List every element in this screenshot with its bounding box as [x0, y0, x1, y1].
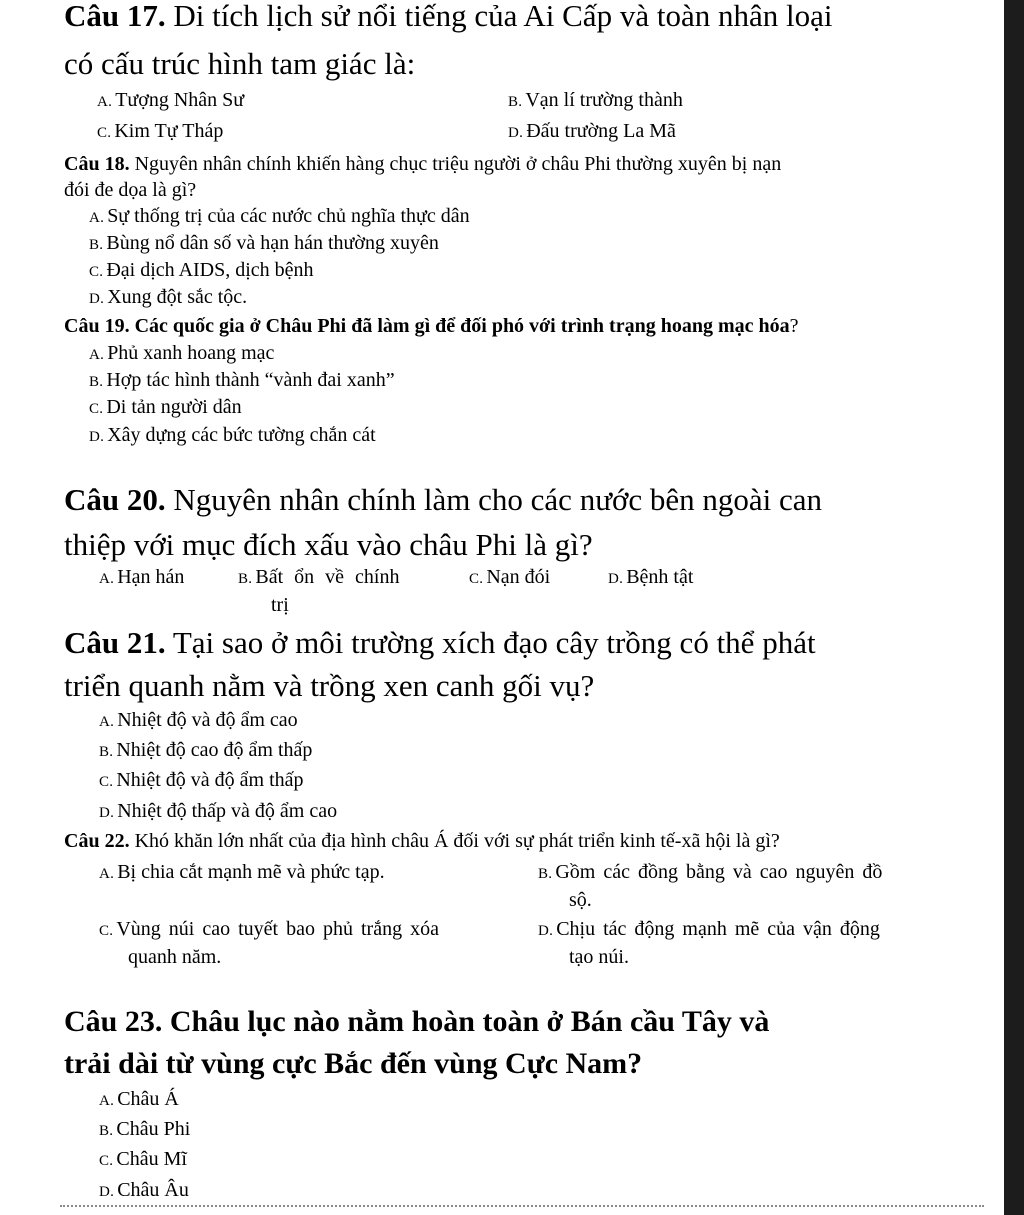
q18-option-d: D. Xung đột sắc tộc. [89, 286, 248, 308]
question-18-label: Câu 18. [64, 153, 130, 175]
q21-option-a: A. Nhiệt độ và độ ẩm cao [99, 709, 298, 731]
question-17-text-1: Di tích lịch sử nổi tiếng của Ai Cấp và toàn nhân loại [173, 0, 833, 33]
q21-option-b: B. Nhiệt độ cao độ ẩm thấp [99, 739, 313, 761]
question-23-label: Câu 23. [64, 1005, 163, 1038]
q18-option-c: C. Đại dịch AIDS, dịch bệnh [89, 259, 314, 281]
question-23-text-2: trải dài từ vùng cực Bắc đến vùng Cực Nam? [64, 1047, 643, 1080]
q22-option-d-cont: tạo núi. [569, 946, 629, 968]
q22-option-c-cont: quanh năm. [128, 946, 222, 968]
question-18-line-1 [64, 153, 781, 176]
question-20-label: Câu 20. [64, 482, 166, 517]
q22-option-b: B. Gồm các đồng bằng và cao nguyên đồ [538, 861, 883, 883]
question-17-text-2: có cấu trúc hình tam giác là: [64, 46, 416, 81]
q18-option-b: B. Bùng nổ dân số và hạn hán thường xuyên [89, 232, 439, 254]
q22-option-d: D. Chịu tác động mạnh mẽ của vận động [538, 918, 880, 940]
question-23-line-1 [64, 1005, 769, 1039]
q22-option-a: A. Bị chia cắt mạnh mẽ và phức tạp. [99, 861, 385, 883]
q21-option-d: D. Nhiệt độ thấp và độ ẩm cao [99, 800, 338, 822]
question-23-text-1: Châu lục nào nằm hoàn toàn ở Bán cầu Tây và [169, 1005, 770, 1038]
q17-option-d: D. Đấu trường La Mã [508, 120, 676, 142]
question-21-text-1: Tại sao ở môi trường xích đạo cây trồng có thể phát [172, 625, 816, 660]
q20-option-a: A. Hạn hán [99, 566, 185, 588]
cut-off-text-line [60, 1205, 984, 1215]
q20-option-b: B. Bất ổn về chính [238, 566, 400, 588]
q19-option-d: D. Xây dựng các bức tường chắn cát [89, 424, 376, 446]
q20-option-d: D. Bệnh tật [608, 566, 694, 588]
question-19-label: Câu 19. [64, 315, 130, 337]
question-19-text-1: Các quốc gia ở Châu Phi đã làm gì để đối phó với trình trạng hoang mạc hóa [134, 315, 790, 337]
question-22-text-1: Khó khăn lớn nhất của địa hình châu Á đối với sự phát triển kinh tế-xã hội là gì? [134, 830, 780, 852]
q22-option-b-cont: sộ. [569, 889, 592, 911]
question-18-text-2: đói đe dọa là gì? [64, 179, 197, 201]
question-19-line-1 [64, 315, 799, 338]
question-17-line-1 [64, 0, 832, 34]
q23-option-d: D. Châu Âu [99, 1179, 189, 1201]
q20-option-b-cont: trị [271, 594, 289, 616]
q19-option-a: A. Phủ xanh hoang mạc [89, 342, 275, 364]
q23-option-c: C. Châu Mĩ [99, 1148, 187, 1170]
q17-option-b: B. Vạn lí trường thành [508, 89, 683, 111]
q19-option-c: C. Di tản người dân [89, 396, 242, 418]
q17-option-c: C. Kim Tự Tháp [97, 120, 224, 142]
q22-option-c: C. Vùng núi cao tuyết bao phủ trắng xóa [99, 918, 439, 940]
q23-option-b: B. Châu Phi [99, 1118, 191, 1140]
question-21-text-2: triển quanh nằm và trồng xen canh gối vụ? [64, 668, 595, 703]
question-22-line-1 [64, 830, 780, 853]
question-18-text-1: Nguyên nhân chính khiến hàng chục triệu người ở châu Phi thường xuyên bị nạn [134, 153, 782, 175]
q18-option-a: A. Sự thống trị của các nước chủ nghĩa thực dân [89, 205, 470, 227]
question-22-label: Câu 22. [64, 830, 130, 852]
question-21-line-1 [64, 625, 816, 661]
question-20-line-1 [64, 482, 822, 518]
question-19-mark: ? [789, 315, 799, 337]
q20-option-c: C. Nạn đói [469, 566, 551, 588]
question-20-text-2: thiệp với mục đích xấu vào châu Phi là gì? [64, 527, 593, 562]
q17-option-a: A. Tượng Nhân Sư [97, 89, 245, 111]
q23-option-a: A. Châu Á [99, 1088, 179, 1110]
q19-option-b: B. Hợp tác hình thành “vành đai xanh” [89, 369, 395, 391]
question-21-label: Câu 21. [64, 625, 166, 660]
question-17-label: Câu 17. [64, 0, 166, 33]
q21-option-c: C. Nhiệt độ và độ ẩm thấp [99, 769, 304, 791]
question-20-text-1: Nguyên nhân chính làm cho các nước bên ngoài can [173, 482, 823, 517]
